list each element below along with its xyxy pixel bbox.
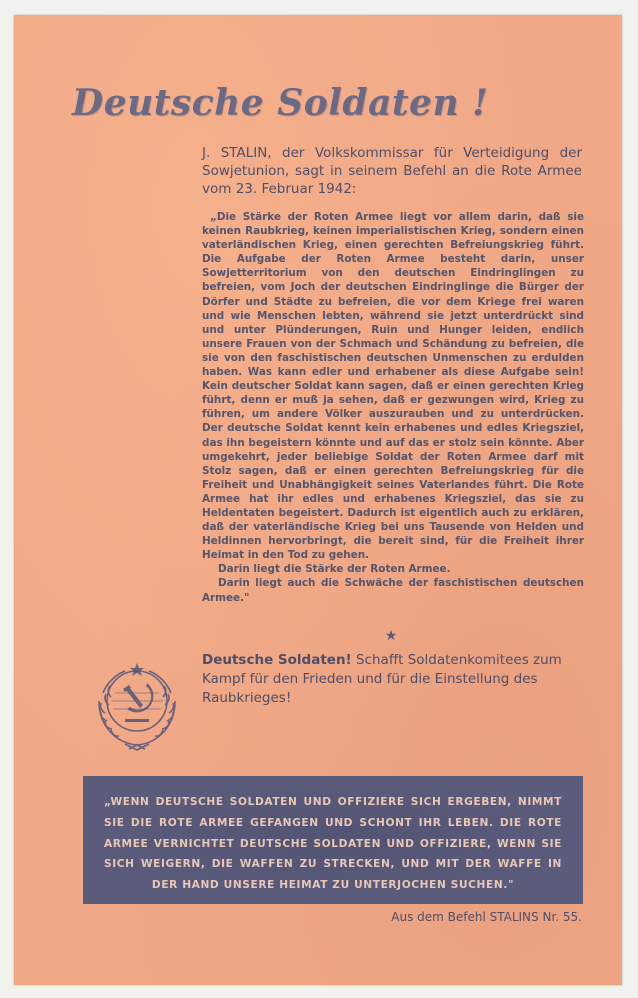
intro-paragraph: J. STALIN, der Volkskommissar für Verteidigung der Sowjetunion, sagt in seinem Befehl an die Rote Armee vom 23. Februar 1942: [202, 145, 582, 197]
appeal-paragraph [202, 651, 584, 708]
soviet-emblem-icon [85, 653, 189, 757]
source-citation: Aus dem Befehl STALINS Nr. 55. [391, 910, 582, 924]
star-icon: ★ [384, 628, 398, 644]
quote-paragraph: „Die Stärke der Roten Armee liegt vor allem darin, daß sie keinen Raubkrieg, keinen imperialistischen Krieg, sondern einen vaterländischen Krieg, einen gerechten Befreiungskrieg führt. Die Aufgabe der Roten Armee besteht darin, unser Sowjetterritorium von den deutschen Eindringlingen zu befreien, vom Joch der deutschen Eindringlinge die Bürger der Dörfer und Städte zu befreien, die vor dem Kriege frei waren und wie Menschen lebten, während sie jetzt unterdrückt sind und unter Plünderungen, Ruin und Hunger leiden, endlich unsere Frauen von der Schmach und Schändung zu befreien, die sie von den faschistischen deutschen Unmenschen zu erdulden haben. Was kann edler und erhabener als diese Aufgabe sein! Kein deutscher Soldat kann sagen, daß er einen gerechten Krieg führt, denn er muß ja sehen, daß er gezwungen wird, Krieg zu führen, um andere Völker auszurauben und zu unterdrücken. Der deutsche Soldat kennt kein erhabenes und edles Kriegsziel, das ihn begeistern könnte und auf das er stolz sein könnte. Aber umgekehrt, jeder beliebige Soldat der Roten Armee darf mit Stolz sagen, daß er einen gerechten Befreiungskrieg für die Freiheit und Unabhängigkeit seines Vaterlandes führt. Die Rote Armee hat ihr edles und erhabenes Kriegsziel, das sie zu Heldentaten begeistert. Dadurch ist eigentlich auch zu erklären, daß der vaterländische Krieg bei uns Tausende von Helden und Heldinnen hervorbringt, die bereit sind, für die Freiheit ihrer Heimat in den Tod zu gehen. [202, 211, 584, 562]
quote-block [202, 210, 584, 605]
banner-text: „WENN DEUTSCHE SOLDATEN UND OFFIZIERE SICH ERGEBEN, NIMMT SIE DIE ROTE ARMEE GEFANGEN UND SCHONT IHR LEBEN. DIE ROTE ARMEE VERNICHTET DEUTSCHE SOLDATEN UND OFFIZIERE, WENN SIE SICH WEIGERN, DIE WAFFEN ZU STRECKEN, UND MIT DER WAFFE IN DER HAND UNSERE HEIMAT ZU UNTERJOCHEN SUCHEN." [104, 796, 562, 892]
appeal-text: Schafft Soldatenkomitees zum Kampf für den Frieden und für die Einstellung des Raubkrieges! [202, 652, 562, 706]
quote-paragraph: Darin liegt auch die Schwäche der faschistischen deutschen Armee." [202, 577, 584, 604]
quote-paragraph: Darin liegt die Stärke der Roten Armee. [218, 563, 451, 576]
appeal-bold: Deutsche Soldaten! [202, 652, 352, 668]
headline: Deutsche Soldaten ! [72, 82, 489, 124]
